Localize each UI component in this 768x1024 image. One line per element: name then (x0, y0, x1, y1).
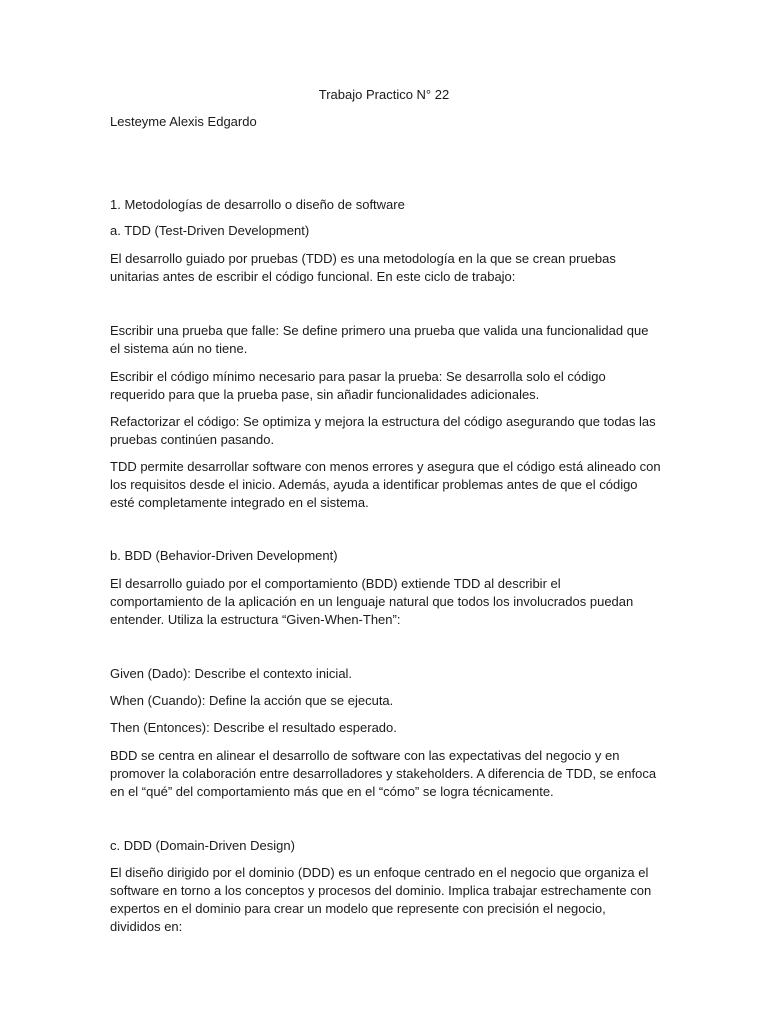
paragraph-line: requerido para que la prueba pase, sin añadir funcionalidades adicionales. (110, 387, 540, 402)
subsection-heading-bdd: b. BDD (Behavior-Driven Development) (110, 548, 338, 563)
section-heading-methodologies: 1. Metodologías de desarrollo o diseño de software (110, 197, 405, 212)
paragraph-line: divididos en: (110, 919, 183, 934)
paragraph-line: When (Cuando): Define la acción que se ejecuta. (110, 693, 394, 708)
paragraph-line: El desarrollo guiado por el comportamiento (BDD) extiende TDD al describir el (110, 576, 561, 591)
subsection-heading-tdd: a. TDD (Test-Driven Development) (110, 223, 310, 238)
paragraph-line: esté completamente integrado en el sistema. (110, 495, 369, 510)
paragraph-line: en el “qué” del comportamiento más que en el “cómo” se logra técnicamente. (110, 784, 554, 799)
paragraph-line: El desarrollo guiado por pruebas (TDD) es una metodología en la que se crean pruebas (110, 251, 616, 266)
paragraph-line: Given (Dado): Describe el contexto inicial. (110, 666, 353, 681)
paragraph-line: pruebas continúen pasando. (110, 432, 275, 447)
author-name: Lesteyme Alexis Edgardo (110, 114, 257, 129)
paragraph-line: comportamiento de la aplicación en un lenguaje natural que todos los involucrados puedan (110, 594, 634, 609)
paragraph-line: los requisitos desde el inicio. Además, ayuda a identificar problemas antes de que el código (110, 477, 638, 492)
paragraph-line: Escribir el código mínimo necesario para pasar la prueba: Se desarrolla solo el código (110, 369, 606, 384)
paragraph-line: BDD se centra en alinear el desarrollo de software con las expectativas del negocio y en (110, 748, 620, 763)
paragraph-line: unitarias antes de escribir el código funcional. En este ciclo de trabajo: (110, 269, 516, 284)
paragraph-line: Escribir una prueba que falle: Se define primero una prueba que valida una funcionalidad que (110, 323, 649, 338)
paragraph-line: software en torno a los conceptos y procesos del dominio. Implica trabajar estrechamente con (110, 883, 652, 898)
paragraph-line: entender. Utiliza la estructura “Given-When-Then”: (110, 612, 401, 627)
paragraph-line: Refactorizar el código: Se optimiza y mejora la estructura del código asegurando que todas las (110, 414, 656, 429)
subsection-heading-ddd: c. DDD (Domain-Driven Design) (110, 838, 295, 853)
paragraph-line: promover la colaboración entre desarrolladores y stakeholders. A diferencia de TDD, se enfoca (110, 766, 657, 781)
document-title: Trabajo Practico N° 22 (318, 87, 450, 102)
paragraph-line: El diseño dirigido por el dominio (DDD) es un enfoque centrado en el negocio que organiza el (110, 865, 649, 880)
paragraph-line: expertos en el dominio para crear un modelo que represente con precisión el negocio, (110, 901, 606, 916)
paragraph-line: TDD permite desarrollar software con menos errores y asegura que el código está alineado con (110, 459, 661, 474)
paragraph-line: Then (Entonces): Describe el resultado esperado. (110, 720, 397, 735)
paragraph-line: el sistema aún no tiene. (110, 341, 248, 356)
